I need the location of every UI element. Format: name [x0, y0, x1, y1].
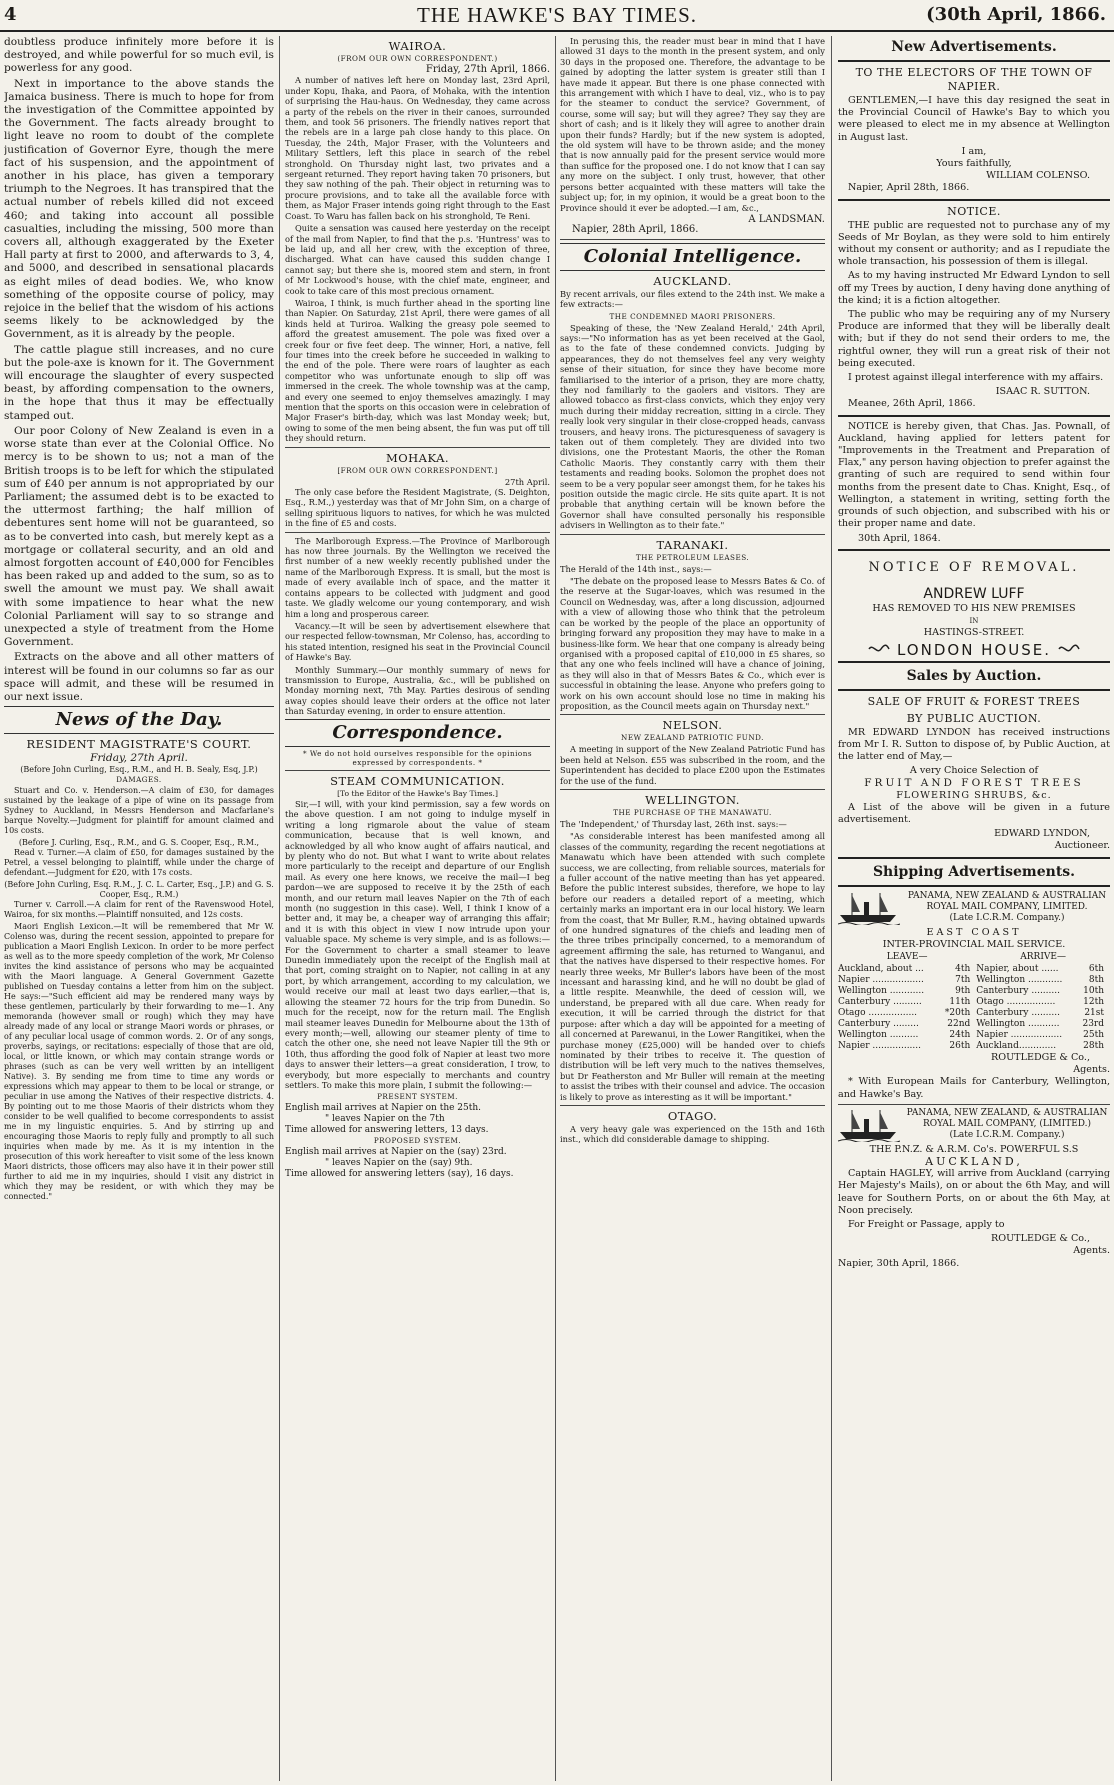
table-row: Otago ................. *20th Canterbury .......... 21st [838, 1007, 1104, 1018]
section-heading: NELSON. [662, 718, 723, 733]
court-case: Turner v. Carroll.—A claim for rent of the Ravenswood Hotel, Wairoa, for six months.—Plaintiff nonsuited, and 12s costs. [4, 900, 274, 920]
ad-paragraph: As to my having instructed Mr Edward Lyndon to sell off my Trees by auction, I deny having done anything of the kind; it is a fiction altogether. [838, 270, 1110, 306]
ad-paragraph: For Freight or Passage, apply to [848, 1218, 1005, 1230]
company-note: (Late I.C.R.M. Company.) [949, 1129, 1065, 1140]
article-paragraph: The Marlborough Express.—The Province of Marlborough has now three journals. By the Wellington we received the first number of a new weekly recently published under the name of the Marlborough Express. It is small, but the most is made of every available inch of space, and the matter it contains appears to be collected with judgment and good taste. We gladly welcome our young contemporary, and wish him a long and prosperous career. [285, 535, 550, 619]
mail-line: " leaves Napier on the 7th [325, 1114, 445, 1125]
newspaper-title: THE HAWKE'S BAY TIMES. [417, 3, 697, 27]
ad-line: AUCKLAND, [925, 1154, 1023, 1168]
bench-line: (Before John Curling, Esq., R.M., and H. B. Sealy, Esq, J.P.) [20, 765, 258, 775]
article-paragraph: Next in importance to the above stands the Jamaica business. There is much to hope for from the investigation of the Committee appointed by the Government. The facts already brought to light leave no room to doubt of the complete justification of Governor Eyre, though the mere fact of his suspension, and the appointment of another in his place, has given a temporary triumph to the Negroes. It has transpired that the actual number of rebels killed did not exceed 460; and taking into account all possible casualties, including the missing, 500 more than covers all, although exaggerated by the Exeter Hall party at first to 2000, and afterwards to 3, 4, and 5000, and described in sensational placards as eight miles of dead bodies. We, who know something of the opposite course of policy, may rejoice in the belief that the wisdom of his actions seems likely to be acknowledged by the Government, as it is already by the people. [4, 77, 274, 341]
table-row: Napier .................. 7th Wellington ............ 8th [838, 974, 1104, 985]
ad-paragraph: NOTICE is hereby given, that Chas. Jas. Pownall, of Auckland, having applied for letters patent for "Improvements in the Treatment and Preparation of Flax," any person having objection to prefer against the granting of such are required to send within four months from the present date to Chas. Knight, Esq., of Wellington, a statement in writing, setting forth the grounds of such objection, and subscribed with his or their proper name and date. [838, 420, 1110, 530]
article-paragraph: Extracts on the above and all other matters of interest will be found in our columns so far as our space will admit, and these will be resumed in our next issue. [4, 651, 274, 703]
signature: WILLIAM COLENSO. [986, 170, 1090, 182]
disclaimer: * We do not hold ourselves responsible for the opinions expressed by correspondents. * [302, 748, 533, 767]
ad-line: HAS REMOVED TO HIS NEW PREMISES [872, 602, 1076, 614]
mail-line: Time allowed for answering letters, 13 days. [285, 1125, 489, 1136]
column-rule [831, 36, 832, 1781]
signature: Agents. [1073, 1245, 1110, 1257]
letter-paragraph: In perusing this, the reader must bear in mind that I have allowed 31 days to the month in the present system, and only 30 days in the proposed one. Therefore, the advantage to be gained by adopting the latter system is greater still than I have made it appear. But there is one phase connected with this arrangement with which I have to deal, viz., who is to pay for the steamer to conduct the service? Government, of course, some will say; but will they agree? They say they are short of cash; and is it likely they will agree to another drain upon their funds? Hardly; but if the new system is adopted, the old system will have to be thrown aside; and the money that is now annually paid for the present service would more than suffice for the proposed one. I do not know that I can say any more on the subject. I only trust, however, that other persons better acquainted with these matters will take the subject up; for, in my opinion, it would be a great boon to the Province should it ever be adopted.—I am, &c., [560, 36, 825, 213]
article-paragraph: A number of natives left here on Monday last, 23rd April, under Kopu, Ihaka, and Paora, of Mohaka, with the intention of surprising the Hau-haus. On Wednesday, they came across a party of the rebels on the river in their canoes, surrounded them, and took 56 prisoners. The friendly natives report that the rebels are in a large pah close handy to this place. On Tuesday, the 24th, Major Fraser, with the Volunteers and Military Settlers, left this place in search of the rebel stronghold. On Thursday night last, two privates and a sergeant returned. They report having taken 70 prisoners, but they saw nothing of the pah. Their object in returning was to procure provisions, and to take all the available force with them, as Major Fraser intends going right through to the East Coast. To Waru has fallen back on his stronghold, Te Reni. [285, 75, 550, 221]
company-name: PANAMA, NEW ZEALAND & AUSTRALIAN ROYAL MAIL COMPANY, LIMITED. [907, 890, 1107, 912]
company-name: PANAMA, NEW ZEALAND, & AUSTRALIAN ROYAL MAIL COMPANY, (LIMITED.) [906, 1107, 1108, 1129]
divider [560, 534, 825, 535]
divider [838, 661, 1110, 663]
issue-date: (30th April, 1866. [926, 4, 1106, 25]
mail-timetable [838, 951, 1110, 1052]
signature: ROUTLEDGE & Co., [991, 1051, 1090, 1063]
column-4 [838, 36, 1110, 1781]
flourish-icon [1058, 643, 1080, 655]
subheading: [FROM OUR OWN CORRESPONDENT.] [337, 465, 498, 475]
ad-line: INTER-PROVINCIAL MAIL SERVICE. [882, 938, 1066, 950]
flourish-icon [868, 643, 890, 655]
court-case: Read v. Turner.—A claim of £50, for damages sustained by the Petrel, a vessel belonging to plaintiff, while under the charge of defendant.—Judgment for £20, with 17s costs. [4, 848, 274, 878]
table-row: Wellington ............ 9th Canterbury .......... 10th [838, 985, 1104, 996]
mail-line: English mail arrives at Napier on the (say) 23rd. [285, 1147, 507, 1158]
ad-paragraph: I protest against illegal interference with my affairs. [848, 372, 1104, 384]
section-heading: AUCKLAND. [653, 273, 732, 288]
divider [285, 447, 550, 448]
column-3 [560, 36, 825, 1781]
article-paragraph: Vacancy.—It will be seen by advertisement elsewhere that our respected fellow-townsman, Mr Colenso, has, according to his stated intention, resigned his seat in the Provincial Council of Hawke's Bay. [285, 620, 550, 663]
article-paragraph: The only case before the Resident Magistrate, (S. Deighton, Esq., R.M.,) yesterday was that of Mr John Sim, on a charge of selling spirituous liquors to natives, for which he was mulcted in the fine of £5 and costs. [285, 487, 550, 529]
section-heading: RESIDENT MAGISTRATE'S COURT. [26, 737, 252, 752]
ad-line: HASTINGS-STREET. [923, 627, 1025, 639]
steamship-icon [838, 891, 900, 925]
article-paragraph: The cattle plague still increases, and no cure but the pole-axe is known for it. The Government will encourage the slaughter of every suspected beast, by affording compensation to the owners, in the hope that thus it may be effectually stamped out. [4, 343, 274, 422]
ad-name: ANDREW LUFF [923, 585, 1025, 602]
dateline: Friday, 27th April, 1866. [425, 64, 550, 75]
ad-heading: BY PUBLIC AUCTION. [906, 711, 1042, 725]
table-row: Auckland, about ... 4th Napier, about ...... 6th [838, 963, 1104, 974]
article-paragraph: By recent arrivals, our files extend to the 24th inst. We make a few extracts:— [560, 288, 825, 310]
shipping-ad [838, 891, 1110, 925]
new-advertisements-heading: New Advertisements. [891, 39, 1057, 55]
subheading: THE PURCHASE OF THE MANAWATU. [613, 807, 772, 817]
masthead [0, 0, 1114, 32]
colonial-intelligence-heading: Colonial Intelligence. [560, 243, 825, 271]
divider [560, 239, 825, 240]
section-heading: WAIROA. [388, 39, 447, 53]
dateline: Meanee, 26th April, 1866. [848, 398, 976, 410]
divider [285, 532, 550, 533]
ad-line: IN [969, 616, 979, 625]
mail-line: English mail arrives at Napier on the 25th. [285, 1103, 482, 1114]
article-paragraph: The Herald of the 14th inst., says:— [560, 563, 712, 574]
editor-line: [To the Editor of the Hawke's Bay Times.] [337, 788, 498, 798]
dateline: Napier, April 28th, 1866. [848, 182, 970, 194]
table-row: Wellington .......... 24th Napier .................. 25th [838, 1029, 1104, 1040]
ad-heading: NOTICE OF REMOVAL. [868, 559, 1080, 575]
section-heading: STEAM COMMUNICATION. [330, 773, 505, 788]
ad-heading: SALE OF FRUIT & FOREST TREES [867, 694, 1081, 708]
ad-line: Yours faithfully, [936, 158, 1012, 170]
mail-line: Time allowed for answering letters (say), 16 days. [285, 1169, 514, 1180]
signature: Agents. [1073, 1064, 1110, 1076]
ad-line: I am, [961, 145, 987, 157]
subheading: THE PETROLEUM LEASES. [635, 552, 750, 562]
ad-line: FRUIT AND FOREST TREES [864, 777, 1084, 790]
article-paragraph: Quite a sensation was caused here yesterday on the receipt of the mail from Napier, to find that the p.s. 'Huntress' was to be laid up, and all her crew, with the exception of three, discharged. What can have caused this sudden change I cannot say; but there she is, moored stem and stern, in front of Mr Lockwood's house, with the chief mate, engineer, and cook to take care of this most precious ornament. [285, 223, 550, 296]
article-paragraph: Our poor Colony of New Zealand is even in a worse state than ever at the Colonial Office. No mercy is to be shown to us; not a man of the British troops is to be left for which the stipulated sum of £40 per annum is not appropriated by our Parliament; the assumed debt is to be exacted to the uttermost farthing; the half million of debentures sent home will not be guaranteed, so as to be converted into cash, but merely kept as a mortgage or collateral security, and an old and almost forgotten account of £40,000 for Fencibles has been raked up and added to the sum, so as to swell the amount we must pay. We shall await with some impatience to hear what the new Colonial Parliament will say to so strange and unexpected a style of treatment from the Home Government. [4, 424, 274, 649]
article-paragraph: A meeting in support of the New Zealand Patriotic Fund has been held at Nelson. £55 was subscribed in the room, and the Superintendent has decided to place £200 upon the Estimates for the use of the fund. [560, 744, 825, 786]
divider [560, 714, 825, 715]
ad-paragraph: MR EDWARD LYNDON has received instructions from Mr I. R. Sutton to dispose of, by Public Auction, at the latter end of May,— [838, 726, 1110, 762]
article-paragraph: Wairoa, I think, is much further ahead in the sporting line than Napier. On Saturday, 21st April, there were games of all kinds held at Turiroa. Walking the greasy pole seemed to afford the greatest amusement. The pole was fixed over a creek four or five feet deep. The winner, Hori, a native, fell four times into the creek before he succeeded in walking to the end of the pole. There were roars of laughter as each competitor who was unfortunate enough to slip off was immersed in the creek. The whole township was at the camp, and every one seemed to enjoy themselves amazingly. I may mention that the sports on this occasion were in celebration of Major Fraser's birth-day, which was last Monday week; but, owing to some of the men being absent, the fun was put off till they should return. [285, 297, 550, 444]
dateline: Napier, 30th April, 1866. [838, 1257, 960, 1269]
column-rule [555, 36, 556, 1781]
article-paragraph: "As considerable interest has been manifested among all classes of the community, regarding the recent negotiations at Manawatu which have been attended with such complete success, we are collecting, from reliable sources, materials for a fuller account of the native meeting than has yet appeared. Before the public interest subsides, therefore, we hope to lay before our readers a detailed report of a meeting, which certainly marks an important era in our local history. We learn from the coast, that Mr Buller, R.M., having obtained upwards of one hundred signatures of the chiefs and leading men of the three tribes principally concerned, to a memorandum of agreement affirming the sale, has returned to Wanganui, and that the natives have dispersed to their respective homes. For nearly three weeks, Mr Buller's labors have been of the most incessant and harassing kind, and he will no doubt be glad of a little respite. Meanwhile, the deed of cession will, we understand, be prepared with all due care. When ready for execution, it will be carried through the district for that purpose: after which a day will be appointed for a meeting of all concerned at Parewanui, in the Lower Rangitikei, when the purchase money (£25,000) will be handed over to chiefs nominated by their tribes to receive it. The question of distribution will be left very much to the natives themselves, but Dr Featherston and Mr Buller will remain at the meeting to assist the tribes with their counsel and advice. The occasion is likely to prove as interesting as it will be important." [560, 831, 825, 1102]
section-heading: OTAGO. [667, 1108, 718, 1123]
section-heading: WELLINGTON. [645, 792, 740, 807]
subheading: THE CONDEMNED MAORI PRISONERS. [609, 311, 776, 321]
timetable-header: LEAVE— [886, 951, 928, 962]
section-heading: MOHAKA. [385, 450, 450, 465]
ad-line: FLOWERING SHRUBS, &c. [896, 789, 1052, 801]
subheading: NEW ZEALAND PATRIOTIC FUND. [621, 733, 764, 743]
subheading: PROPOSED SYSTEM. [373, 1136, 462, 1146]
ad-paragraph: Captain HAGLEY, will arrive from Auckland (carrying Her Majesty's Mails), on or about the 6th May, and will leave for Southern Ports, on or about the 6th May, at Noon precisely. [838, 1168, 1110, 1216]
dateline: Friday, 27th April. [90, 752, 188, 765]
dateline: 27th April. [504, 476, 550, 487]
divider [285, 770, 550, 771]
signature: ROUTLEDGE & Co., [991, 1233, 1090, 1245]
divider [838, 60, 1110, 62]
article-paragraph: A very heavy gale was experienced on the 15th and 16th inst., which did considerable damage to shipping. [560, 1123, 825, 1145]
letter-paragraph: Sir,—I will, with your kind permission, say a few words on the above question. I am not going to indulge myself in writing a long rigmarole about the value of steam communication, because that is well known, and acknowledged by all who know aught of affairs nautical, and by plenty who do not. But what I want to write about relates more particularly to the receipt and departure of our English mail. As every one here knows, we receive the mail—I beg pardon—we are supposed to receive it by the 25th of each month, and our return mail leaves Napier on the 7th of each month (no suggestion in this case). Well, I think I know of a better and, it may be, a cheaper way of arranging this affair; and it is with this object in view I now intrude upon your valuable space. My scheme is very simple, and is as follows:—For the Government to charter a small steamer to leave Dunedin immediately upon the receipt of the English mail at that port, coming straight on to Napier, not calling in at any port, by which arrangement, according to my calculation, we would receive our mail at least two days earlier,—that is, allowing the steamer 72 hours for the trip from Dunedin. So much for the receipt, now for the return mail. The English mail steamer leaves Dunedin for Melbourne about the 13th of every month;—well, allowing our steamer plenty of time to catch the other one, she need not leave Napier till the 9th or 10th, thus affording the good folk of Napier at least two more days to answer their letters—a great consideration, I trow, to everybody, but more especially to merchants and country settlers. To make this more plain, I submit the following:— [285, 798, 550, 1090]
bench-line: (Before John Curling, Esq. R.M., J. C. L. Carter, Esq., J.P.) and G. S. Cooper, Esq., R.M.) [4, 880, 274, 900]
divider [838, 549, 1110, 551]
shipping-advertisements-heading: Shipping Advertisements. [872, 863, 1076, 880]
article-paragraph: The 'Independent,' of Thursday last, 26th inst. says:— [560, 818, 787, 829]
ad-heading: NOTICE. [947, 204, 1001, 218]
ad-paragraph: A List of the above will be given in a future advertisement. [838, 801, 1110, 825]
subheading: (FROM OUR OWN CORRESPONDENT.) [337, 54, 498, 63]
divider [838, 885, 1110, 887]
signature: A LANDSMAN. [748, 213, 825, 225]
steamship-icon [838, 1108, 900, 1142]
shipping-ad [838, 1108, 1110, 1142]
news-of-the-day-heading: News of the Day. [4, 706, 274, 734]
ad-paragraph: THE public are requested not to purchase any of my Seeds of Mr Boylan, as they were sold to him entirely without my consent or authority; and as I repudiate the whole transaction, his possession of them is illegal. [838, 219, 1110, 268]
table-row: Canterbury .......... 11th Otago ................. 12th [838, 996, 1104, 1007]
ad-line: THE P.N.Z. & A.R.M. Co's. POWERFUL S.S [869, 1143, 1079, 1155]
table-row: Canterbury ......... 22nd Wellington ........... 23rd [838, 1018, 1104, 1029]
divider [838, 857, 1110, 859]
signature: Auctioneer. [1054, 840, 1110, 852]
ad-line: A very Choice Selection of [909, 765, 1039, 777]
ad-paragraph: The public who may be requiring any of my Nursery Produce are informed that they will be liberally dealt with; but if they do not send their orders to me, the rightful owner, they will run a great risk of their not being executed. [838, 309, 1110, 369]
section-heading: TARANAKI. [656, 537, 729, 552]
ad-line: EAST COAST [926, 926, 1022, 938]
sales-by-auction-heading: Sales by Auction. [906, 667, 1042, 684]
ad-name: LONDON HOUSE. [896, 641, 1052, 660]
article-paragraph: "The debate on the proposed lease to Messrs Bates & Co. of the reserve at the Sugar-loaves, which was resumed in the Council on Wednesday, was, after a long discussion, adjourned with a view of allowing those who think that the petroleum can be worked by the people of the place an opportunity of bringing forward any proposition they may have to make in a business-like form. We hear that one company is already being organised with a proposed capital of £10,000 in £5 shares, so that any one who feels inclined will have a chance of joining, as they will also in that of Messrs Bates & Co., which ever is successful in obtaining the lease. Anyone who prefers going to work on his own account should lose no time in making his proposition, as the Council meets again on Thursday next." [560, 576, 825, 711]
london-house-banner [838, 641, 1110, 660]
page-number: 4 [4, 4, 17, 25]
divider [838, 1104, 1110, 1105]
divider [560, 789, 825, 790]
divider [838, 689, 1110, 691]
dateline: 30th April, 1864. [858, 532, 941, 544]
correspondence-heading: Correspondence. [285, 719, 550, 747]
column-2 [285, 36, 550, 1781]
article-paragraph: Maori English Lexicon.—It will be remembered that Mr W. Colenso was, during the recent session, appointed to prepare for publication a Maori English Lexicon. In order to be more perfect as well as to the more speedy completion of the work, Mr Colenso invites the kind assistance of persons who may be acquainted with the Maori language. A General Government Gazette published on Tuesday contains a letter from him on the subject. He says:—"Such efficient aid may be rendered many ways by these gentlemen, particularly by their forwarding to me—1. Any memoranda (however small or rough) which they may have already made of any local or strange Maori words or phrases, or of any peculiar local usage of common words. 2. Or of any songs, proverbs, sayings, or recitations: especially of those that are old, local, or little known, or which may contain strange words or phrases (such as can be very well written by an intelligent Native). 3. By sending me from time to time any words or expressions which may appear to them to be local or strange, or peculiar in use among the Natives of their respective districts. 4. By pointing out to me those Maoris of their districts whom they consider to be well qualified to become correspondents to assist me in my linguistic enquiries. 5. And by stirring up and encouraging those Maoris to reply fully and promptly to all such inquiries when made by me. As it is my intention in the prosecution of this work hereafter to visit some of the less known Maori districts, those officers may also have it in their power still further to aid me in my inquiries, should I visit any district in which they may be resident, or with which they may be connected." [4, 922, 274, 1202]
subheading: DAMAGES. [116, 775, 162, 785]
table-row: Napier ................. 26th Auckland............. 28th [838, 1040, 1104, 1051]
divider [838, 415, 1110, 417]
column-rule [279, 36, 280, 1781]
timetable-header: ARRIVE— [1020, 951, 1066, 962]
ad-paragraph: * With European Mails for Canterbury, Wellington, and Hawke's Bay. [838, 1076, 1110, 1100]
divider [560, 1105, 825, 1106]
article-paragraph: Speaking of these, the 'New Zealand Herald,' 24th April, says:—"No information has as yet been received at the Gaol, as to the fate of these condemned convicts. Judging by appearances, they do not themselves feel any very weighty sense of their situation, for since they have become more familiarised to the interior of a prison, they are more chatty, they nod familiarly to the gaolers and visitors. They are allowed tobacco as first-class convicts, which they enjoy very much during their midday recreation, sitting in a circle. They really look very singular in their close-cropped heads, canvass trousers, and heavy irons. The picturesqueness of savagery is taken out of them completely. They are divided into two divisions, one the Protestant Maoris, the other the Roman Catholic Maoris. They constantly carry with them their testaments and reading books. Solomon the prophet does not seem to be a very popular seer amongst them, for he takes his position outside the magic circle. He sits quite apart. It is not probable that anything certain will be known before the Governor shall have consulted personally his responsible advisers in Wellington as to their fate." [560, 322, 825, 531]
subheading: PRESENT SYSTEM. [377, 1092, 458, 1102]
signature: ISAAC R. SUTTON. [995, 386, 1090, 398]
bench-line: (Before J. Curling, Esq., R.M., and G. S. Cooper, Esq., R.M., [18, 838, 260, 848]
court-case: Stuart and Co. v. Henderson.—A claim of £30, for damages sustained by the leakage of a pipe of wine on its passage from Sydney to Auckland, in Messrs Henderson and Macfarlane's barque Novelty.—Judgment for plaintiff for amount claimed and 10s costs. [4, 786, 274, 836]
company-note: (Late I.C.R.M. Company.) [949, 912, 1065, 923]
signature: EDWARD LYNDON, [994, 828, 1090, 840]
article-paragraph: Monthly Summary.—Our monthly summary of news for transmission to Europe, Australia, &c., will be published on Monday morning next, 7th May. Parties desirous of sending away copies should leave their orders at the office not later than Saturday evening, in order to ensure attention. [285, 664, 550, 717]
mail-line: " leaves Napier on the (say) 9th. [325, 1158, 473, 1169]
column-1 [4, 36, 274, 1781]
article-paragraph: doubtless produce infinitely more before it is destroyed, and while powerful for so much evil, is powerless for any good. [4, 36, 274, 75]
dateline: Napier, 28th April, 1866. [572, 224, 699, 236]
divider [838, 199, 1110, 201]
ad-paragraph: GENTLEMEN,—I have this day resigned the seat in the Provincial Council of Hawke's Bay to which you were pleased to elect me in my absence at Wellington in August last. [838, 95, 1110, 143]
ad-heading: TO THE ELECTORS OF THE TOWN OF NAPIER. [855, 66, 1093, 93]
